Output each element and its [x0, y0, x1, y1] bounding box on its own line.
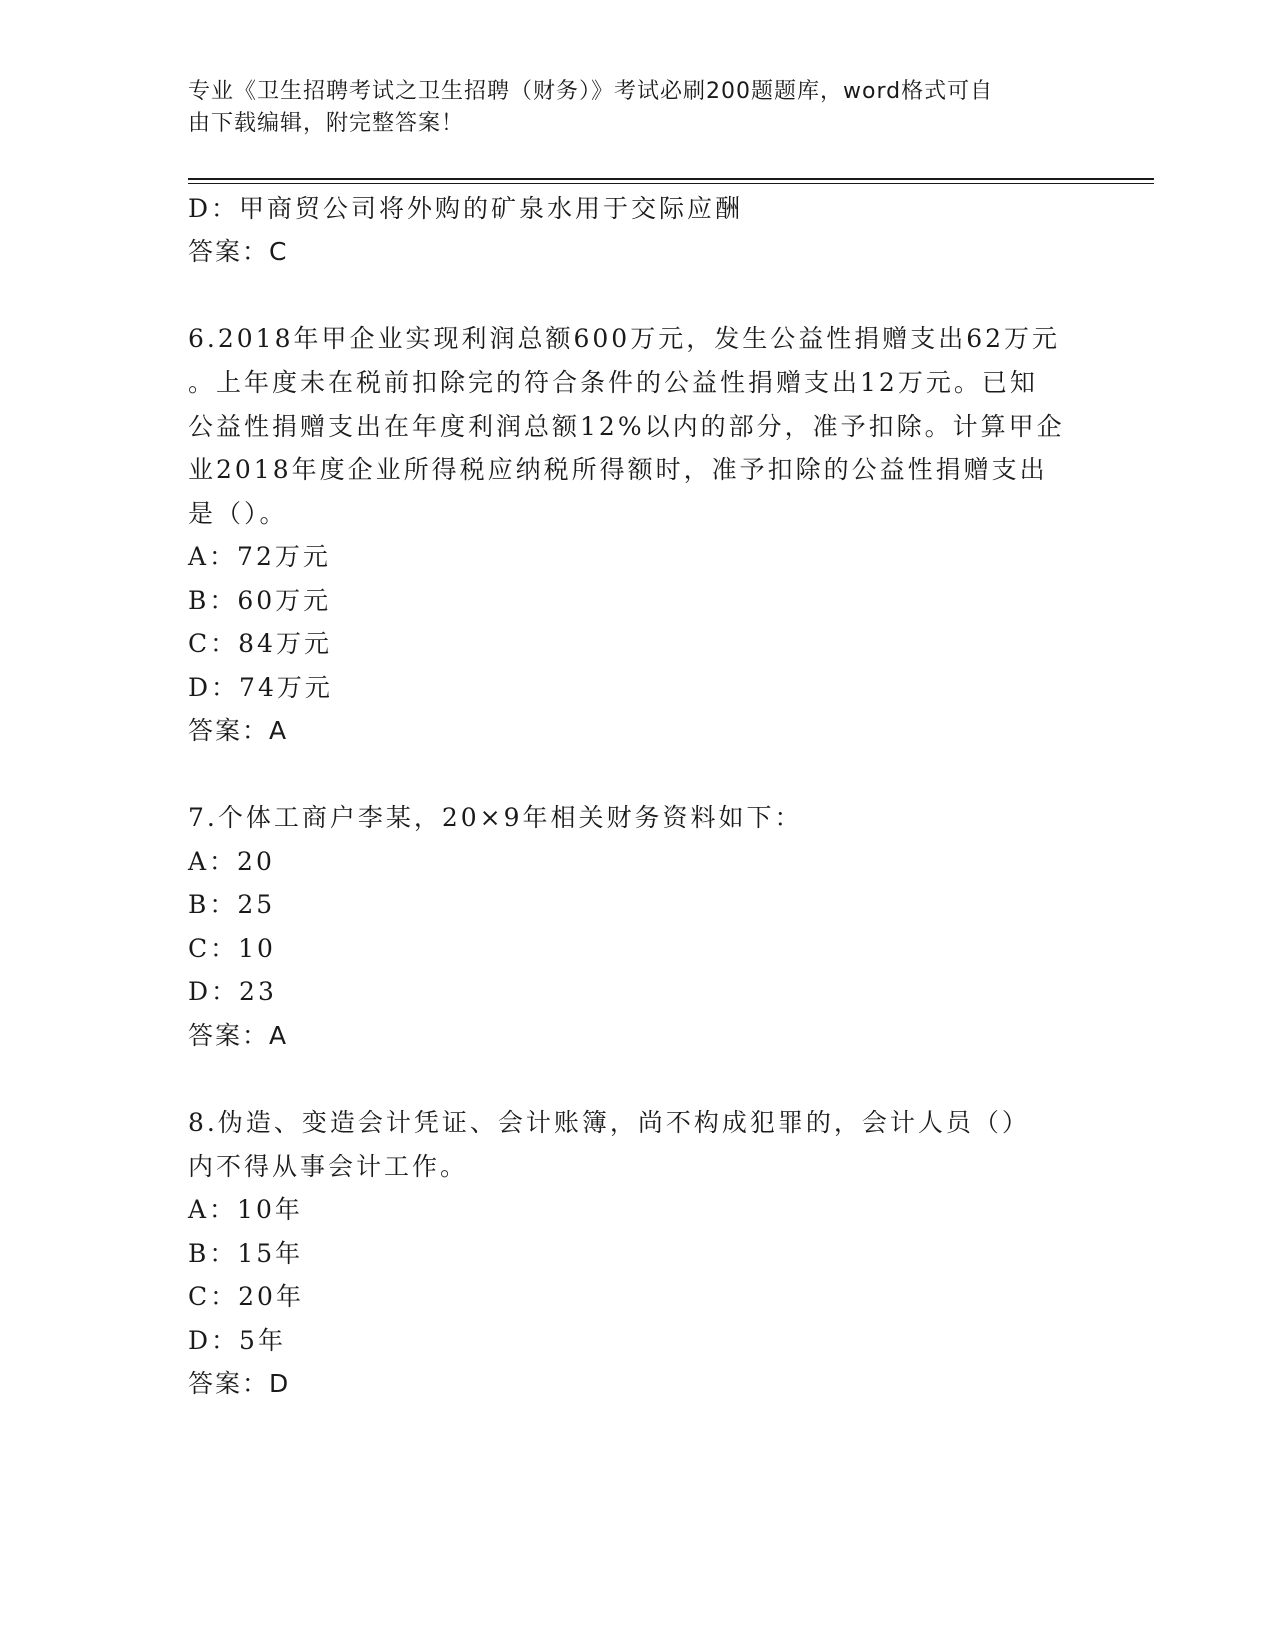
header-line-2: 由下载编辑，附完整答案！ — [188, 111, 465, 136]
q7-text-line-1: 7.个体工商户李某，20×9年相关财务资料如下： — [188, 803, 803, 832]
header-line-1: 专业《卫生招聘考试之卫生招聘（财务）》考试必刷200题题库，word格式可自 — [188, 79, 994, 104]
q6-option-c: C：84万元 — [188, 629, 332, 658]
q8-answer: 答案：D — [188, 1369, 291, 1398]
q7-option-b: B：25 — [188, 890, 276, 919]
q6-text-line-4: 业2018年度企业所得税应纳税所得额时，准予扣除的公益性捐赠支出 — [188, 455, 1048, 484]
q6-option-b: B：60万元 — [188, 586, 332, 615]
document-header — [188, 76, 1068, 140]
q6-option-d: D：74万元 — [188, 673, 333, 702]
q8-text-line-1: 8.伪造、变造会计凭证、会计账簿，尚不构成犯罪的，会计人员（） — [188, 1108, 1030, 1137]
q8-option-b: B：15年 — [188, 1239, 304, 1268]
q8-option-c: C：20年 — [188, 1282, 304, 1311]
q6-text-line-3: 公益性捐赠支出在年度利润总额12%以内的部分，准予扣除。计算甲企 — [188, 412, 1065, 441]
q8-option-d: D：5年 — [188, 1326, 286, 1355]
q5-answer: 答案：C — [188, 237, 289, 266]
header-divider-thin — [188, 183, 1154, 184]
q6-option-a: A：72万元 — [188, 542, 331, 571]
q6-text-line-1: 6.2018年甲企业实现利润总额600万元，发生公益性捐赠支出62万元 — [188, 324, 1061, 353]
q6-text-line-2: 。上年度未在税前扣除完的符合条件的公益性捐赠支出12万元。已知 — [188, 368, 1038, 397]
q8-text-line-2: 内不得从事会计工作。 — [188, 1152, 469, 1181]
q7-option-a: A：20 — [188, 847, 275, 876]
q5-option-d: D：甲商贸公司将外购的矿泉水用于交际应酬 — [188, 194, 744, 223]
q7-option-c: C：10 — [188, 934, 276, 963]
q7-option-d: D：23 — [188, 977, 277, 1006]
q6-text-line-5: 是（）。 — [188, 499, 288, 528]
q7-answer: 答案：A — [188, 1021, 289, 1050]
q8-option-a: A：10年 — [188, 1195, 303, 1224]
q6-answer: 答案：A — [188, 716, 289, 745]
header-divider-thick — [188, 178, 1154, 180]
